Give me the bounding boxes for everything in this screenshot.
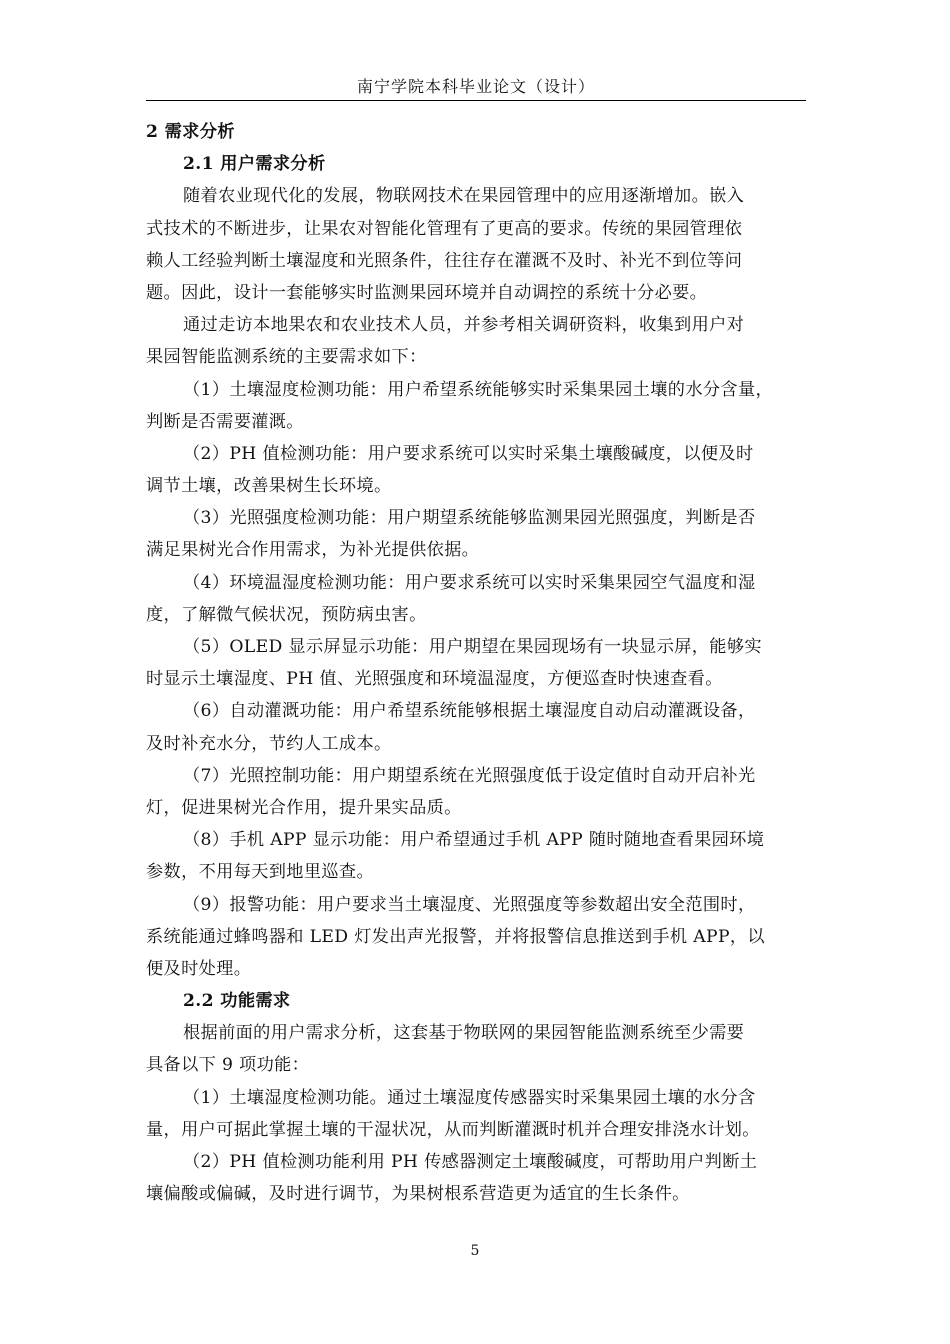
text-line: （9）报警功能：用户要求当土壤湿度、光照强度等参数超出安全范围时， — [183, 894, 756, 915]
text-line: 度，了解微气候状况，预防病虫害。 — [146, 604, 427, 625]
text-line: 随着农业现代化的发展，物联网技术在果园管理中的应用逐渐增加。嵌入 — [183, 186, 745, 207]
text-line: 果园智能监测系统的主要需求如下： — [146, 347, 427, 368]
section-heading: 2.2 功能需求 — [183, 991, 291, 1012]
text-line: 根据前面的用户需求分析，这套基于物联网的果园智能监测系统至少需要 — [183, 1023, 745, 1044]
page-body — [146, 116, 810, 1210]
text-line: 式技术的不断进步，让果农对智能化管理有了更高的要求。传统的果园管理依 — [146, 218, 743, 239]
text-line: （5）OLED 显示屏显示功能：用户期望在果园现场有一块显示屏，能够实 — [183, 637, 762, 657]
text-line: （6）自动灌溉功能：用户希望系统能够根据土壤湿度自动启动灌溉设备， — [183, 701, 756, 722]
text-line: 时显示土壤湿度、PH 值、光照强度和环境温湿度，方便巡查时快速查看。 — [146, 669, 723, 690]
text-line: 便及时处理。 — [146, 958, 252, 979]
section-heading: 2 需求分析 — [146, 122, 235, 142]
text-line: （1）土壤湿度检测功能。通过土壤湿度传感器实时采集果园土壤的水分含 — [183, 1087, 756, 1108]
text-line: （8）手机 APP 显示功能：用户希望通过手机 APP 随时随地查看果园环境 — [183, 830, 765, 851]
text-line: （4）环境温湿度检测功能：用户要求系统可以实时采集果园空气温度和湿 — [183, 572, 756, 593]
text-line: 满足果树光合作用需求，为补光提供依据。 — [146, 540, 480, 561]
text-line: 系统能通过蜂鸣器和 LED 灯发出声光报警，并将报警信息推送到手机 APP，以 — [146, 926, 765, 947]
text-line: 通过走访本地果农和农业技术人员，并参考相关调研资料，收集到用户对 — [183, 315, 745, 336]
text-line: 灯，促进果树光合作用，提升果实品质。 — [146, 797, 462, 818]
text-line: （3）光照强度检测功能：用户期望系统能够监测果园光照强度，判断是否 — [183, 508, 756, 529]
text-line: （2）PH 值检测功能利用 PH 传感器测定土壤酸碱度，可帮助用户判断土 — [183, 1152, 758, 1172]
text-line: 壤偏酸或偏碱，及时进行调节，为果树根系营造更为适宜的生长条件。 — [146, 1184, 690, 1205]
text-line: 具备以下 9 项功能： — [146, 1055, 310, 1076]
text-line: （7）光照控制功能：用户期望系统在光照强度低于设定值时自动开启补光 — [183, 765, 756, 786]
text-line: （2）PH 值检测功能：用户要求系统可以实时采集土壤酸碱度，以便及时 — [183, 443, 754, 464]
running-header: 南宁学院本科毕业论文（设计） — [356, 77, 595, 96]
text-line: 参数，不用每天到地里巡查。 — [146, 862, 374, 883]
text-line: 及时补充水分，节约人工成本。 — [146, 733, 392, 754]
text-line: 调节土壤，改善果树生长环境。 — [146, 476, 392, 497]
page-number: 5 — [470, 1243, 480, 1259]
text-line: 赖人工经验判断土壤湿度和光照条件，往往存在灌溉不及时、补光不到位等问 — [146, 250, 743, 271]
text-line: 判断是否需要灌溉。 — [146, 411, 304, 432]
text-line: 量，用户可据此掌握土壤的干湿状况，从而判断灌溉时机并合理安排浇水计划。 — [146, 1119, 760, 1140]
header-rule — [146, 100, 806, 101]
text-line: （1）土壤湿度检测功能：用户希望系统能够实时采集果园土壤的水分含量， — [183, 379, 774, 400]
text-line: 题。因此，设计一套能够实时监测果园环境并自动调控的系统十分必要。 — [146, 282, 708, 303]
section-heading: 2.1 用户需求分析 — [183, 154, 326, 175]
